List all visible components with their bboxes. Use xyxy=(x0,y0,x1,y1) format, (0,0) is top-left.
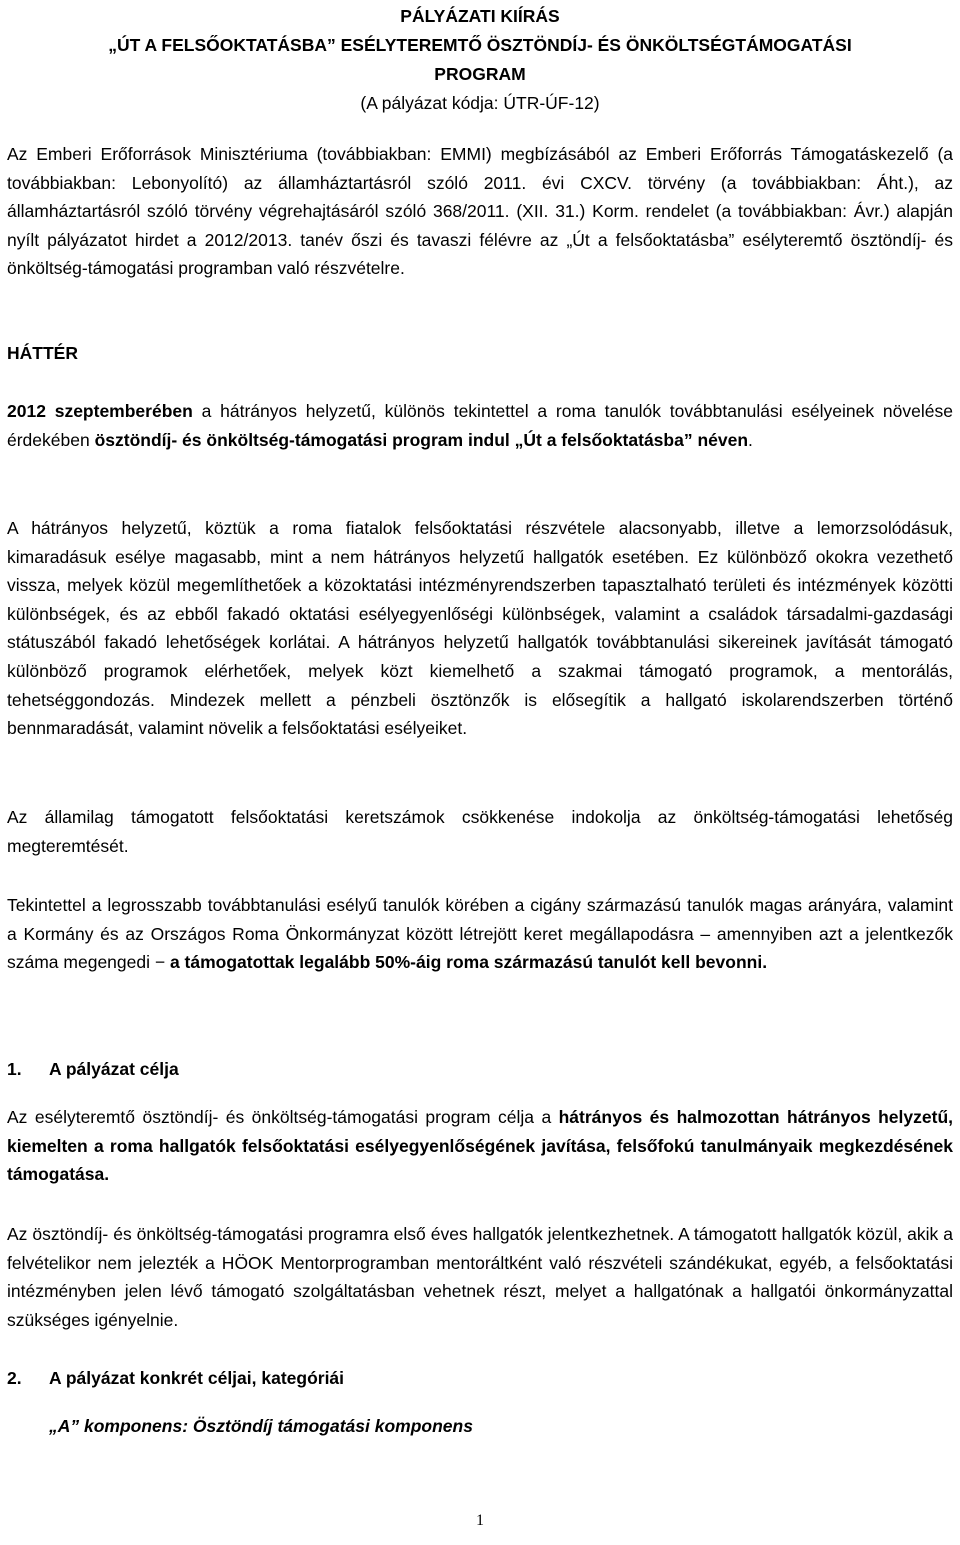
section-1-number: 1. xyxy=(7,1059,22,1079)
section-1-paragraph-1 xyxy=(7,1103,953,1189)
section-2-title: A pályázat konkrét céljai, kategóriái xyxy=(49,1368,345,1388)
background-p4-text: Tekintettel a legrosszabb továbbtanulási esélyű tanulók körében a cigány származású tanulók magas arányára, valamint a Kormány és az Országos Roma Önkormányzat között létrejött keret megállapodásra – amennyiben azt a jelentkezők száma megengedi − xyxy=(7,895,953,973)
background-paragraph-3: Az államilag támogatott felsőoktatási keretszámok csökkenése indokolja az önköltség-támogatási lehetőség megteremtését. xyxy=(7,807,953,856)
background-heading: HÁTTÉR xyxy=(7,343,78,363)
program-title-continued: PROGRAM xyxy=(434,64,526,84)
section-2-number: 2. xyxy=(7,1368,22,1388)
section-1-p1-text: Az esélyteremtő ösztöndíj- és önköltség-támogatási program célja a xyxy=(7,1107,559,1127)
tender-code: (A pályázat kódja: ÚTR-ÚF-12) xyxy=(360,93,600,113)
section-1-p1-bold: hátrányos és halmozottan hátrányos helyzetű, kiemelten a roma hallgatók felsőoktatási esélyegyenlőségének javítása, felsőfokú tanulmányaik megkezdésének támogatása. xyxy=(7,1107,953,1185)
background-p1-text: a hátrányos helyzetű, különös tekintettel a roma tanulók továbbtanulási esélyeinek növelése érdekében xyxy=(7,401,953,450)
section-1-paragraph-2: Az ösztöndíj- és önköltség-támogatási programra első éves hallgatók jelentkezhetnek. A támogatott hallgatók közül, akik a felvételikor nem jelezték a HÖOK Mentorprogramban mentoráltként való részvételi szándékukat, egyéb, a felsőoktatási intézményben jelen lévő támogató szolgáltatásban vehetnek részt, melyet a hallgatónak a hallgatói önkormányzattal szükséges igényelnie. xyxy=(7,1224,953,1330)
background-paragraph-1 xyxy=(7,397,953,454)
section-2-heading xyxy=(7,1364,344,1392)
document-title: PÁLYÁZATI KIÍRÁS xyxy=(400,6,560,26)
background-p1-bold-program: ösztöndíj- és önköltség-támogatási program indul „Út a felsőoktatásba” néven xyxy=(94,429,749,450)
background-paragraph-2: A hátrányos helyzetű, köztük a roma fiatalok felsőoktatási részvétele alacsonyabb, illetve a lemorzsolódásuk, kimaradásuk esélye magasabb, mint a nem hátrányos helyzetű hallgatók esetében. Ez különböző okokra vezethető vissza, melyek közül megemlíthetőek a közoktatási intézményrendszerben tapasztalható területi és intézmények közötti különbségek, és az ebből fakadó oktatási esélyegyenlőségi különbségek, valamint a családok társadalmi-gazdasági státuszából fakadó lehetőségek korlátai. A hátrányos helyzetű hallgatók továbbtanulási sikereinek javítását támogató különböző programok elérhetőek, melyek közt kiemelhető a szakmai támogató programok, a mentorálás, tehetséggondozás. Mindezek mellett a pénzbeli ösztönzők is elősegítik a hallgató iskolarendszerben történő bennmaradását, valamint növelik a felsőoktatási esélyeiket. xyxy=(7,518,953,739)
background-p1-end: . xyxy=(748,429,753,450)
background-p1-bold-date: 2012 szeptemberében xyxy=(7,401,193,421)
program-title: „ÚT A FELSŐOKTATÁSBA” ESÉLYTEREMTŐ ÖSZTÖNDÍJ- ÉS ÖNKÖLTSÉGTÁMOGATÁSI xyxy=(108,35,852,55)
section-1-title: A pályázat célja xyxy=(49,1059,179,1079)
component-a-heading: „A” komponens: Ösztöndíj támogatási komponens xyxy=(49,1416,473,1436)
background-paragraph-4 xyxy=(7,891,953,977)
section-1-heading xyxy=(7,1055,179,1083)
background-p4-bold: a támogatottak legalább 50%-áig roma származású tanulót kell bevonni. xyxy=(169,952,768,973)
page-number: 1 xyxy=(476,1512,484,1529)
intro-paragraph: Az Emberi Erőforrások Minisztériuma (továbbiakban: EMMI) megbízásából az Emberi Erőforrás Támogatáskezelő (a továbbiakban: Lebonyolító) az államháztartásról szóló 2011. évi CXCV. törvény (a továbbiakban: Áht.), az államháztartásról szóló törvény végrehajtásáról szóló 368/2011. (XII. 31.) Korm. rendelet (a továbbiakban: Ávr.) alapján nyílt pályázatot hirdet a 2012/2013. tanév őszi és tavaszi félévre az „Út a felsőoktatásba” esélyteremtő ösztöndíj- és önköltség-támogatási programban való részvételre. xyxy=(7,144,953,279)
